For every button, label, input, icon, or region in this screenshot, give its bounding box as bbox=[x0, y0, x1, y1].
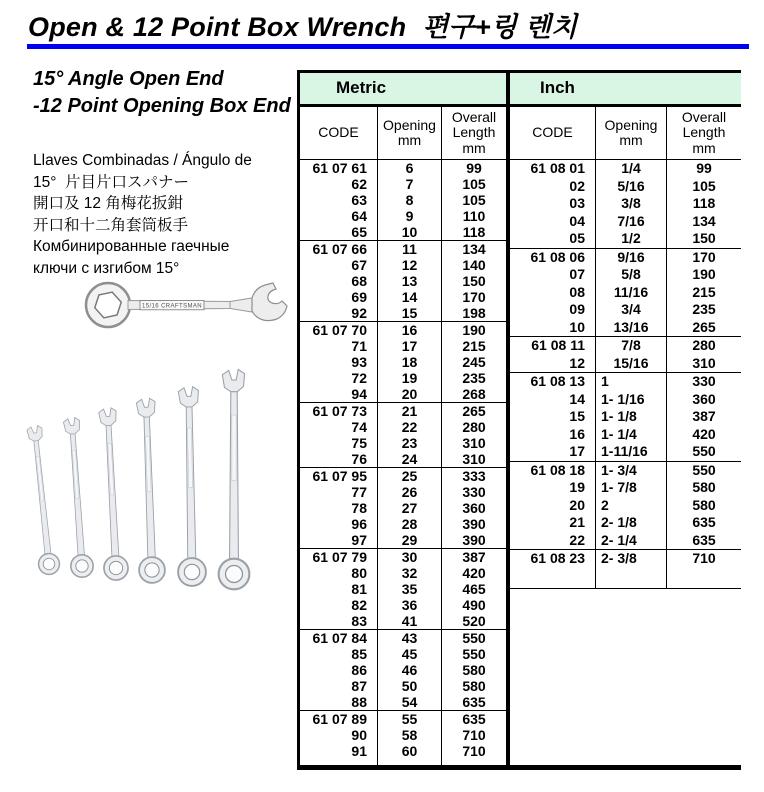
code-group bbox=[300, 159, 506, 240]
code-cell: 61 08 11 bbox=[531, 337, 585, 353]
opening-cell: 2 bbox=[601, 496, 609, 513]
wrench-set-photo bbox=[16, 356, 291, 601]
metric-table bbox=[300, 73, 510, 765]
opening-cell: 45 bbox=[401, 646, 418, 662]
code-group bbox=[300, 402, 506, 467]
code-cell: 63 bbox=[351, 192, 367, 208]
code-cell: 05 bbox=[569, 230, 585, 246]
opening-cell: 12 bbox=[401, 257, 418, 273]
opening-cell: 13 bbox=[401, 273, 418, 289]
length-cell: 140 bbox=[462, 257, 486, 273]
opening-cell: 1-11/16 bbox=[601, 443, 648, 459]
opening-cell: 41 bbox=[401, 613, 418, 629]
length-cell: 310 bbox=[692, 354, 716, 371]
opening-cell: 36 bbox=[401, 597, 418, 613]
opening-cell: 2- 1/4 bbox=[601, 531, 637, 548]
opening-cell: 54 bbox=[401, 694, 418, 710]
length-cell: 110 bbox=[462, 208, 486, 224]
code-group bbox=[510, 336, 741, 372]
opening-cell: 2- 3/8 bbox=[601, 550, 637, 566]
feature-line: -12 Point Opening Box End bbox=[33, 95, 291, 117]
opening-cell: 1- 1/8 bbox=[601, 408, 637, 424]
length-cell: 118 bbox=[692, 195, 716, 211]
length-cell: 387 bbox=[692, 408, 716, 424]
column-header: Opening mm bbox=[596, 107, 667, 159]
wrench-stamp-text: 15/16 CRAFTSMAN bbox=[141, 303, 203, 310]
opening-cell: 16 bbox=[401, 322, 418, 338]
code-cell: 80 bbox=[351, 565, 367, 581]
opening-cell: 28 bbox=[401, 516, 418, 532]
opening-cell: 1- 1/4 bbox=[601, 425, 637, 442]
length-cell: 710 bbox=[462, 743, 486, 759]
code-cell: 91 bbox=[351, 743, 367, 759]
length-cell: 268 bbox=[462, 386, 486, 402]
code-cell: 74 bbox=[351, 419, 367, 435]
code-cell: 09 bbox=[569, 301, 585, 317]
opening-cell: 2- 1/8 bbox=[601, 514, 637, 530]
length-cell: 265 bbox=[692, 318, 716, 335]
opening-cell: 50 bbox=[401, 678, 418, 694]
code-cell: 14 bbox=[569, 390, 585, 407]
code-cell: 77 bbox=[351, 484, 367, 500]
opening-cell: 60 bbox=[401, 743, 418, 759]
code-cell: 75 bbox=[351, 435, 367, 451]
code-cell: 82 bbox=[351, 597, 367, 613]
code-cell: 61 08 01 bbox=[530, 160, 585, 176]
length-cell: 550 bbox=[462, 630, 486, 646]
length-cell: 105 bbox=[462, 176, 486, 192]
code-cell: 83 bbox=[351, 613, 367, 629]
opening-cell: 15 bbox=[401, 305, 418, 321]
code-cell: 10 bbox=[569, 318, 585, 335]
code-cell: 04 bbox=[569, 212, 585, 229]
opening-cell: 14 bbox=[401, 289, 418, 305]
opening-cell: 13/16 bbox=[613, 318, 649, 335]
code-cell: 62 bbox=[351, 176, 367, 192]
length-cell: 635 bbox=[692, 514, 716, 530]
opening-cell: 58 bbox=[401, 727, 418, 743]
column-header: Overall Length mm bbox=[451, 108, 497, 156]
length-cell: 387 bbox=[462, 549, 486, 565]
length-cell: 580 bbox=[692, 479, 716, 495]
description-line-chinese-simplified: 开口和十二角套筒板手 bbox=[33, 216, 189, 234]
length-cell: 190 bbox=[692, 266, 716, 282]
length-cell: 490 bbox=[462, 597, 486, 613]
description-line-russian: Комбинированные гаечные bbox=[33, 238, 230, 255]
opening-cell: 30 bbox=[401, 549, 418, 565]
code-cell: 86 bbox=[351, 662, 367, 678]
length-cell: 105 bbox=[462, 192, 486, 208]
code-cell: 65 bbox=[351, 224, 367, 240]
code-cell: 64 bbox=[351, 208, 367, 224]
code-cell: 61 07 70 bbox=[312, 322, 367, 338]
length-cell: 265 bbox=[462, 403, 486, 419]
code-cell: 69 bbox=[351, 289, 367, 305]
code-cell: 78 bbox=[351, 500, 367, 516]
opening-cell: 7 bbox=[405, 176, 414, 192]
code-cell: 61 08 13 bbox=[530, 373, 585, 389]
code-cell: 61 07 95 bbox=[312, 468, 367, 484]
length-cell: 150 bbox=[462, 273, 486, 289]
opening-cell: 29 bbox=[401, 532, 418, 548]
length-cell: 360 bbox=[462, 500, 486, 516]
description-line-chinese-traditional: 開口及 12 角梅花扳鉗 bbox=[33, 195, 183, 212]
length-cell: 235 bbox=[692, 301, 716, 317]
opening-cell: 1 bbox=[601, 373, 609, 389]
length-cell: 105 bbox=[692, 177, 716, 194]
length-cell: 580 bbox=[462, 662, 486, 678]
code-group bbox=[300, 240, 506, 321]
code-cell: 08 bbox=[569, 283, 585, 300]
opening-cell: 26 bbox=[401, 484, 418, 500]
length-cell: 134 bbox=[692, 212, 716, 229]
code-cell: 72 bbox=[351, 370, 367, 386]
code-cell: 17 bbox=[569, 443, 585, 459]
length-cell: 550 bbox=[462, 646, 486, 662]
code-group bbox=[510, 549, 741, 589]
length-cell: 170 bbox=[462, 289, 486, 305]
code-group bbox=[510, 248, 741, 337]
length-cell: 333 bbox=[462, 468, 486, 484]
opening-cell: 1/4 bbox=[621, 160, 641, 176]
length-cell: 215 bbox=[692, 283, 716, 300]
length-cell: 310 bbox=[462, 435, 486, 451]
opening-cell: 25 bbox=[401, 468, 418, 484]
column-header-row bbox=[300, 107, 506, 159]
page-title bbox=[28, 5, 577, 44]
length-cell: 550 bbox=[692, 461, 716, 478]
code-cell: 61 07 79 bbox=[312, 549, 367, 565]
opening-cell: 35 bbox=[401, 581, 418, 597]
code-cell: 85 bbox=[351, 646, 367, 662]
length-cell: 118 bbox=[462, 224, 486, 240]
length-cell: 134 bbox=[462, 241, 486, 257]
opening-cell: 32 bbox=[401, 565, 418, 581]
column-header: Opening mm bbox=[378, 107, 442, 159]
opening-cell: 6 bbox=[405, 160, 414, 176]
column-header-row bbox=[510, 107, 741, 159]
code-cell: 88 bbox=[351, 694, 367, 710]
length-cell: 390 bbox=[462, 516, 486, 532]
length-cell: 580 bbox=[692, 496, 716, 513]
opening-cell: 55 bbox=[401, 711, 418, 727]
length-cell: 710 bbox=[462, 727, 486, 743]
opening-cell: 22 bbox=[401, 419, 418, 435]
length-cell: 150 bbox=[692, 230, 716, 246]
opening-cell: 10 bbox=[401, 224, 418, 240]
code-cell: 96 bbox=[351, 516, 367, 532]
code-cell: 81 bbox=[351, 581, 367, 597]
code-cell: 21 bbox=[569, 514, 585, 530]
code-cell: 87 bbox=[351, 678, 367, 694]
length-cell: 330 bbox=[462, 484, 486, 500]
length-cell: 190 bbox=[462, 322, 486, 338]
length-cell: 465 bbox=[462, 581, 486, 597]
length-cell: 710 bbox=[692, 550, 716, 566]
code-cell: 61 07 73 bbox=[312, 403, 367, 419]
code-group bbox=[300, 548, 506, 629]
code-cell: 93 bbox=[351, 354, 367, 370]
inch-table bbox=[510, 73, 741, 765]
length-cell: 520 bbox=[462, 613, 486, 629]
code-cell: 03 bbox=[569, 195, 585, 211]
spec-tables bbox=[297, 70, 741, 770]
length-cell: 635 bbox=[462, 711, 486, 727]
opening-cell: 5/8 bbox=[621, 266, 641, 282]
length-cell: 360 bbox=[692, 390, 716, 407]
opening-cell: 24 bbox=[401, 451, 418, 467]
code-cell: 19 bbox=[569, 479, 585, 495]
code-cell: 76 bbox=[351, 451, 367, 467]
length-cell: 99 bbox=[696, 160, 712, 176]
opening-cell: 21 bbox=[401, 403, 418, 419]
length-cell: 198 bbox=[462, 305, 486, 321]
code-cell: 97 bbox=[351, 532, 367, 548]
code-group bbox=[300, 710, 506, 759]
code-cell: 22 bbox=[569, 531, 585, 548]
code-group bbox=[510, 461, 741, 550]
length-cell: 420 bbox=[692, 425, 716, 442]
feature-text bbox=[33, 66, 295, 120]
opening-cell: 3/8 bbox=[621, 195, 641, 211]
description-line-spanish: Llaves Combinadas / Ángulo de bbox=[33, 152, 252, 169]
code-cell: 02 bbox=[569, 177, 585, 194]
length-cell: 280 bbox=[462, 419, 486, 435]
length-cell: 245 bbox=[462, 354, 486, 370]
multilingual-description bbox=[33, 150, 295, 279]
code-cell: 90 bbox=[351, 727, 367, 743]
opening-cell: 1/2 bbox=[621, 230, 641, 246]
length-cell: 390 bbox=[462, 532, 486, 548]
opening-cell: 1- 7/8 bbox=[601, 479, 637, 495]
length-cell: 550 bbox=[692, 443, 716, 459]
title-underline bbox=[27, 44, 749, 49]
opening-cell: 18 bbox=[401, 354, 418, 370]
feature-line: 15° Angle Open End bbox=[33, 68, 224, 90]
opening-cell: 9/16 bbox=[617, 248, 645, 265]
opening-cell: 27 bbox=[401, 500, 418, 516]
opening-cell: 1- 3/4 bbox=[601, 461, 637, 478]
opening-cell: 11/16 bbox=[613, 283, 649, 300]
opening-cell: 17 bbox=[401, 338, 418, 354]
length-cell: 635 bbox=[692, 531, 716, 548]
column-header: Overall Length mm bbox=[681, 108, 727, 156]
code-cell: 61 07 84 bbox=[312, 630, 367, 646]
code-group bbox=[510, 159, 741, 248]
code-group bbox=[300, 629, 506, 710]
code-group bbox=[300, 321, 506, 402]
opening-cell: 7/16 bbox=[617, 212, 645, 229]
left-description-panel bbox=[33, 66, 295, 279]
opening-cell: 3/4 bbox=[621, 301, 641, 317]
length-cell: 635 bbox=[462, 694, 486, 710]
code-cell: 61 08 18 bbox=[530, 461, 585, 478]
opening-cell: 11 bbox=[402, 241, 417, 257]
opening-cell: 15/16 bbox=[613, 354, 649, 371]
combination-wrench-photo bbox=[80, 274, 290, 336]
code-cell: 71 bbox=[351, 338, 367, 354]
code-cell: 20 bbox=[569, 496, 585, 513]
code-cell: 68 bbox=[351, 273, 367, 289]
length-cell: 420 bbox=[462, 565, 486, 581]
opening-cell: 46 bbox=[401, 662, 418, 678]
opening-cell: 7/8 bbox=[621, 337, 641, 353]
code-cell: 15 bbox=[569, 408, 585, 424]
length-cell: 280 bbox=[692, 337, 716, 353]
column-header: CODE bbox=[300, 107, 378, 159]
length-cell: 310 bbox=[462, 451, 486, 467]
code-cell: 61 07 66 bbox=[312, 241, 367, 257]
code-cell: 61 07 89 bbox=[312, 711, 367, 727]
length-cell: 99 bbox=[466, 160, 482, 176]
length-cell: 330 bbox=[692, 373, 716, 389]
column-header: CODE bbox=[510, 107, 596, 159]
code-cell: 61 08 23 bbox=[530, 550, 585, 566]
opening-cell: 20 bbox=[401, 386, 418, 402]
code-cell: 61 08 06 bbox=[530, 248, 585, 265]
table-title: Metric bbox=[300, 73, 506, 107]
length-cell: 235 bbox=[462, 370, 486, 386]
page-title-korean: 편구+링 렌치 bbox=[422, 12, 578, 42]
description-line-japanese: 15° 片目片口スパナー bbox=[33, 173, 190, 191]
page-title-english: Open & 12 Point Box Wrench bbox=[28, 12, 407, 42]
length-cell: 215 bbox=[462, 338, 486, 354]
opening-cell: 9 bbox=[405, 208, 414, 224]
opening-cell: 19 bbox=[401, 370, 418, 386]
opening-cell: 1- 1/16 bbox=[601, 390, 645, 407]
code-cell: 12 bbox=[569, 354, 585, 371]
code-group bbox=[510, 372, 741, 461]
code-cell: 07 bbox=[569, 266, 585, 282]
code-cell: 94 bbox=[351, 386, 367, 402]
opening-cell: 8 bbox=[405, 192, 414, 208]
code-cell: 92 bbox=[351, 305, 367, 321]
code-cell: 61 07 61 bbox=[312, 160, 367, 176]
code-group bbox=[300, 467, 506, 548]
description-line-russian: ключи с изгибом 15° bbox=[33, 259, 180, 277]
opening-cell: 5/16 bbox=[617, 177, 645, 194]
length-cell: 170 bbox=[692, 248, 716, 265]
opening-cell: 43 bbox=[401, 630, 418, 646]
opening-cell: 23 bbox=[401, 435, 418, 451]
code-cell: 16 bbox=[569, 425, 585, 442]
code-cell: 67 bbox=[351, 257, 367, 273]
table-title: Inch bbox=[510, 73, 741, 107]
length-cell: 580 bbox=[462, 678, 486, 694]
